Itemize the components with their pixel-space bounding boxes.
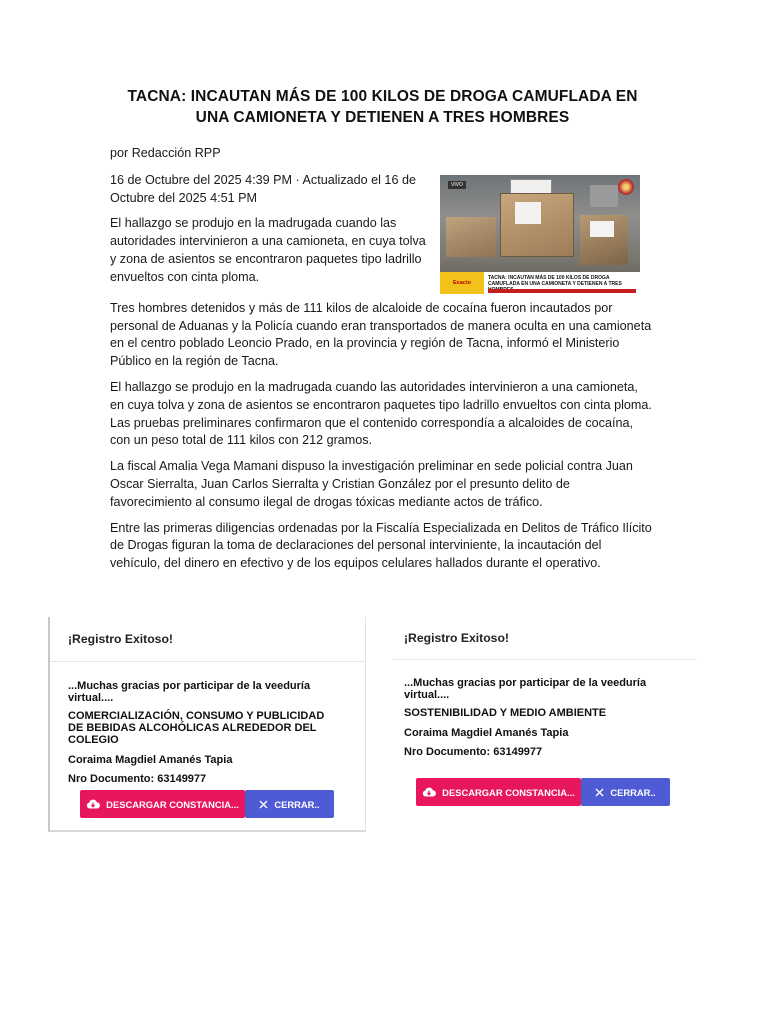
close-button[interactable] [581, 778, 670, 806]
participant-name: Coraima Magdiel Amanés Tapia [404, 727, 569, 739]
topic-title: COMERCIALIZACIÓN, CONSUMO Y PUBLICIDAD DE BEBIDAS ALCOHÓLICAS ALREDEDOR DEL COLEGIO [68, 710, 325, 746]
participant-name: Coraima Magdiel Amanés Tapia [68, 754, 233, 766]
close-icon [595, 788, 604, 797]
live-tag: VIVO [448, 181, 466, 189]
close-button[interactable] [245, 790, 334, 818]
news-photo [440, 175, 640, 294]
article-paragraph: El hallazgo se produjo en la madrugada cuando las autoridades intervinieron a una camioneta, en cuya tolva y zona de asientos se encontraron paquetes tipo ladrillo envueltos con cinta ploma. [110, 216, 426, 284]
cloud-download-icon [422, 787, 436, 797]
document-number: Nro Documento: 63149977 [68, 773, 207, 785]
download-label: DESCARGAR CONSTANCIA... [442, 786, 575, 798]
tv-ticker: TACNA: INCAUTAN MÁS DE 100 KILOS DE DROGA CAMUFLADA EN UNA CAMIONETA Y DETIENEN A TRES [488, 274, 622, 287]
thanks-message: ...Muchas gracias por participar de la veeduría virtual.... [68, 680, 311, 704]
cloud-download-icon [86, 799, 100, 809]
article-paragraph: Tres hombres detenidos y más de 111 kilos de alcaloide de cocaína fueron incautados por personal de Aduanas y la Policía cuando eran transportados de manera oculta en una camioneta en el centro poblado Leoncio Prado, en la provincia y región de Tacna, informó el Ministerio Público en la región de Tacna. [110, 300, 652, 369]
news-article [110, 86, 655, 581]
article-paragraph: La fiscal Amalia Vega Mamani dispuso la investigación preliminar en sede policial contra Juan Oscar Sierralta, Juan Carlos Sierralta y Cristian González por el presunto delito de favorecimiento al consumo ilegal de drogas tóxicas mediante actos de tráfico. [110, 459, 633, 509]
tv-lower-third [440, 272, 640, 294]
topic-title: SOSTENIBILIDAD Y MEDIO AMBIENTE [404, 707, 607, 719]
police-emblem-icon [618, 179, 634, 195]
article-dateline: 16 de Octubre del 2025 4:39 PM · Actualizado el 16 de Octubre del 2025 4:51 PM [110, 172, 416, 205]
thanks-message: ...Muchas gracias por participar de la veeduría virtual.... [404, 677, 647, 701]
card-header: ¡Registro Exitoso! [392, 617, 697, 660]
registration-card [392, 617, 697, 817]
close-icon [259, 800, 268, 809]
close-label: CERRAR.. [274, 798, 320, 810]
document-number: Nro Documento: 63149977 [404, 746, 543, 758]
channel-logo: Exacto [440, 272, 484, 294]
download-certificate-button[interactable] [416, 778, 581, 806]
article-paragraph: Entre las primeras diligencias ordenadas por la Fiscalía Especializada en Delitos de Tráfico Ilícito de Drogas figuran la toma de declaraciones del personal interviniente, la incautación del vehículo, del dinero en efectivo y de los equipos celulares hallados durante el operativo. [110, 520, 652, 571]
download-label: DESCARGAR CONSTANCIA... [106, 798, 239, 810]
article-title: TACNA: INCAUTAN MÁS DE 100 KILOS DE DROGA CAMUFLADA EN UNA CAMIONETA Y DETIENEN A TRES HOMBRES [127, 88, 638, 126]
card-header: ¡Registro Exitoso! [50, 617, 365, 662]
close-label: CERRAR.. [610, 786, 656, 798]
download-certificate-button[interactable] [80, 790, 245, 818]
article-byline: por Redacción RPP [110, 146, 221, 160]
registration-card [48, 617, 366, 832]
article-paragraph: El hallazgo se produjo en la madrugada cuando las autoridades intervinieron a una camioneta, en cuya tolva y zona de asientos se encontraron paquetes tipo ladrillo envueltos con cinta ploma. Las pruebas preliminares confirmaron que el contenido correspondía a alcaloides de cocaína, con un peso total de 111 kilos con 212 gramos. [110, 379, 652, 448]
